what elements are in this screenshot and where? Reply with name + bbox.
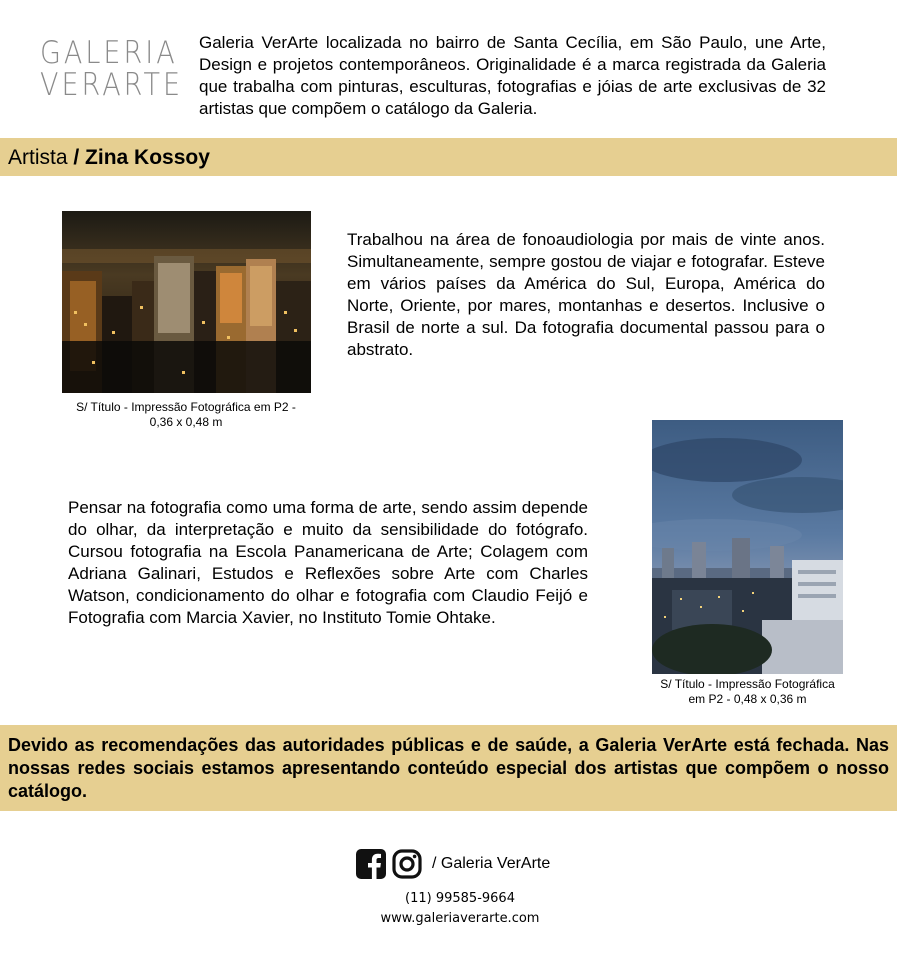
gallery-logo [40, 35, 184, 104]
artist-title-band [0, 138, 897, 176]
website-link[interactable]: www.galeriaverarte.com [380, 911, 540, 926]
facebook-icon[interactable] [356, 849, 386, 879]
gallery-intro: Galeria VerArte localizada no bairro de Santa Cecília, em São Paulo, une Arte, Design e projetos contemporâneos. Originalidade é a marca registrada da Galeria que trabalha com pinturas, esculturas, fotografias e jóias de arte exclusivas de 32 artistas que compõem o catálogo da Galeria. [199, 33, 826, 118]
artwork-photo-night-city [62, 211, 311, 393]
social-links [356, 848, 550, 880]
artist-title [8, 146, 210, 170]
closure-notice: Devido as recomendações das autoridades públicas e de saúde, a Galeria VerArte está fechada. Nas nossas redes sociais estamos apresentando conteúdo especial dos artistas que compõem o nosso catálogo. [8, 735, 889, 801]
phone-number: (11) 99585-9664 [405, 891, 515, 906]
artwork-caption-2 [640, 677, 855, 707]
closure-notice-band [0, 725, 897, 811]
caption-2-line-2: em P2 - 0,48 x 0,36 m [688, 692, 807, 706]
artwork-caption-1 [52, 400, 320, 430]
caption-1-line-1: S/ Título - Impressão Fotográfica em P2 - [76, 400, 296, 414]
artist-name: / Zina Kossoy [73, 146, 210, 169]
artist-label: Artista [8, 146, 68, 169]
bio-paragraph-2: Pensar na fotografia como uma forma de arte, sendo assim depende do olhar, da interpretação e muito da sensibilidade do fotógrafo. Cursou fotografia na Escola Panamericana de Arte; Colagem com Adriana Galinari, Estudos e Reflexões sobre Arte com Charles Watson, condicionamento do olhar e fotografia com Claudio Feijó e Fotografia com Marcia Xavier, no Instituto Tomie Ohtake. [68, 498, 588, 627]
artwork-photo-dusk-city [652, 420, 843, 674]
caption-2-line-1: S/ Título - Impressão Fotográfica [660, 677, 835, 691]
social-handle[interactable]: / Galeria VerArte [432, 855, 551, 872]
logo-line-2: VERARTE [40, 67, 184, 104]
logo-line-1: GALERIA [40, 35, 178, 72]
caption-1-line-2: 0,36 x 0,48 m [149, 415, 223, 429]
bio-paragraph-1: Trabalhou na área de fonoaudiologia por mais de vinte anos. Simultaneamente, sempre gostou de viajar e fotografar. Esteve em vários países da América do Sul, Europa, América do Norte, Oriente, por mares, montanhas e desertos. Inclusive o Brasil de norte a sul. Da fotografia documental passou para o abstrato. [347, 230, 825, 359]
instagram-icon[interactable] [392, 849, 422, 879]
